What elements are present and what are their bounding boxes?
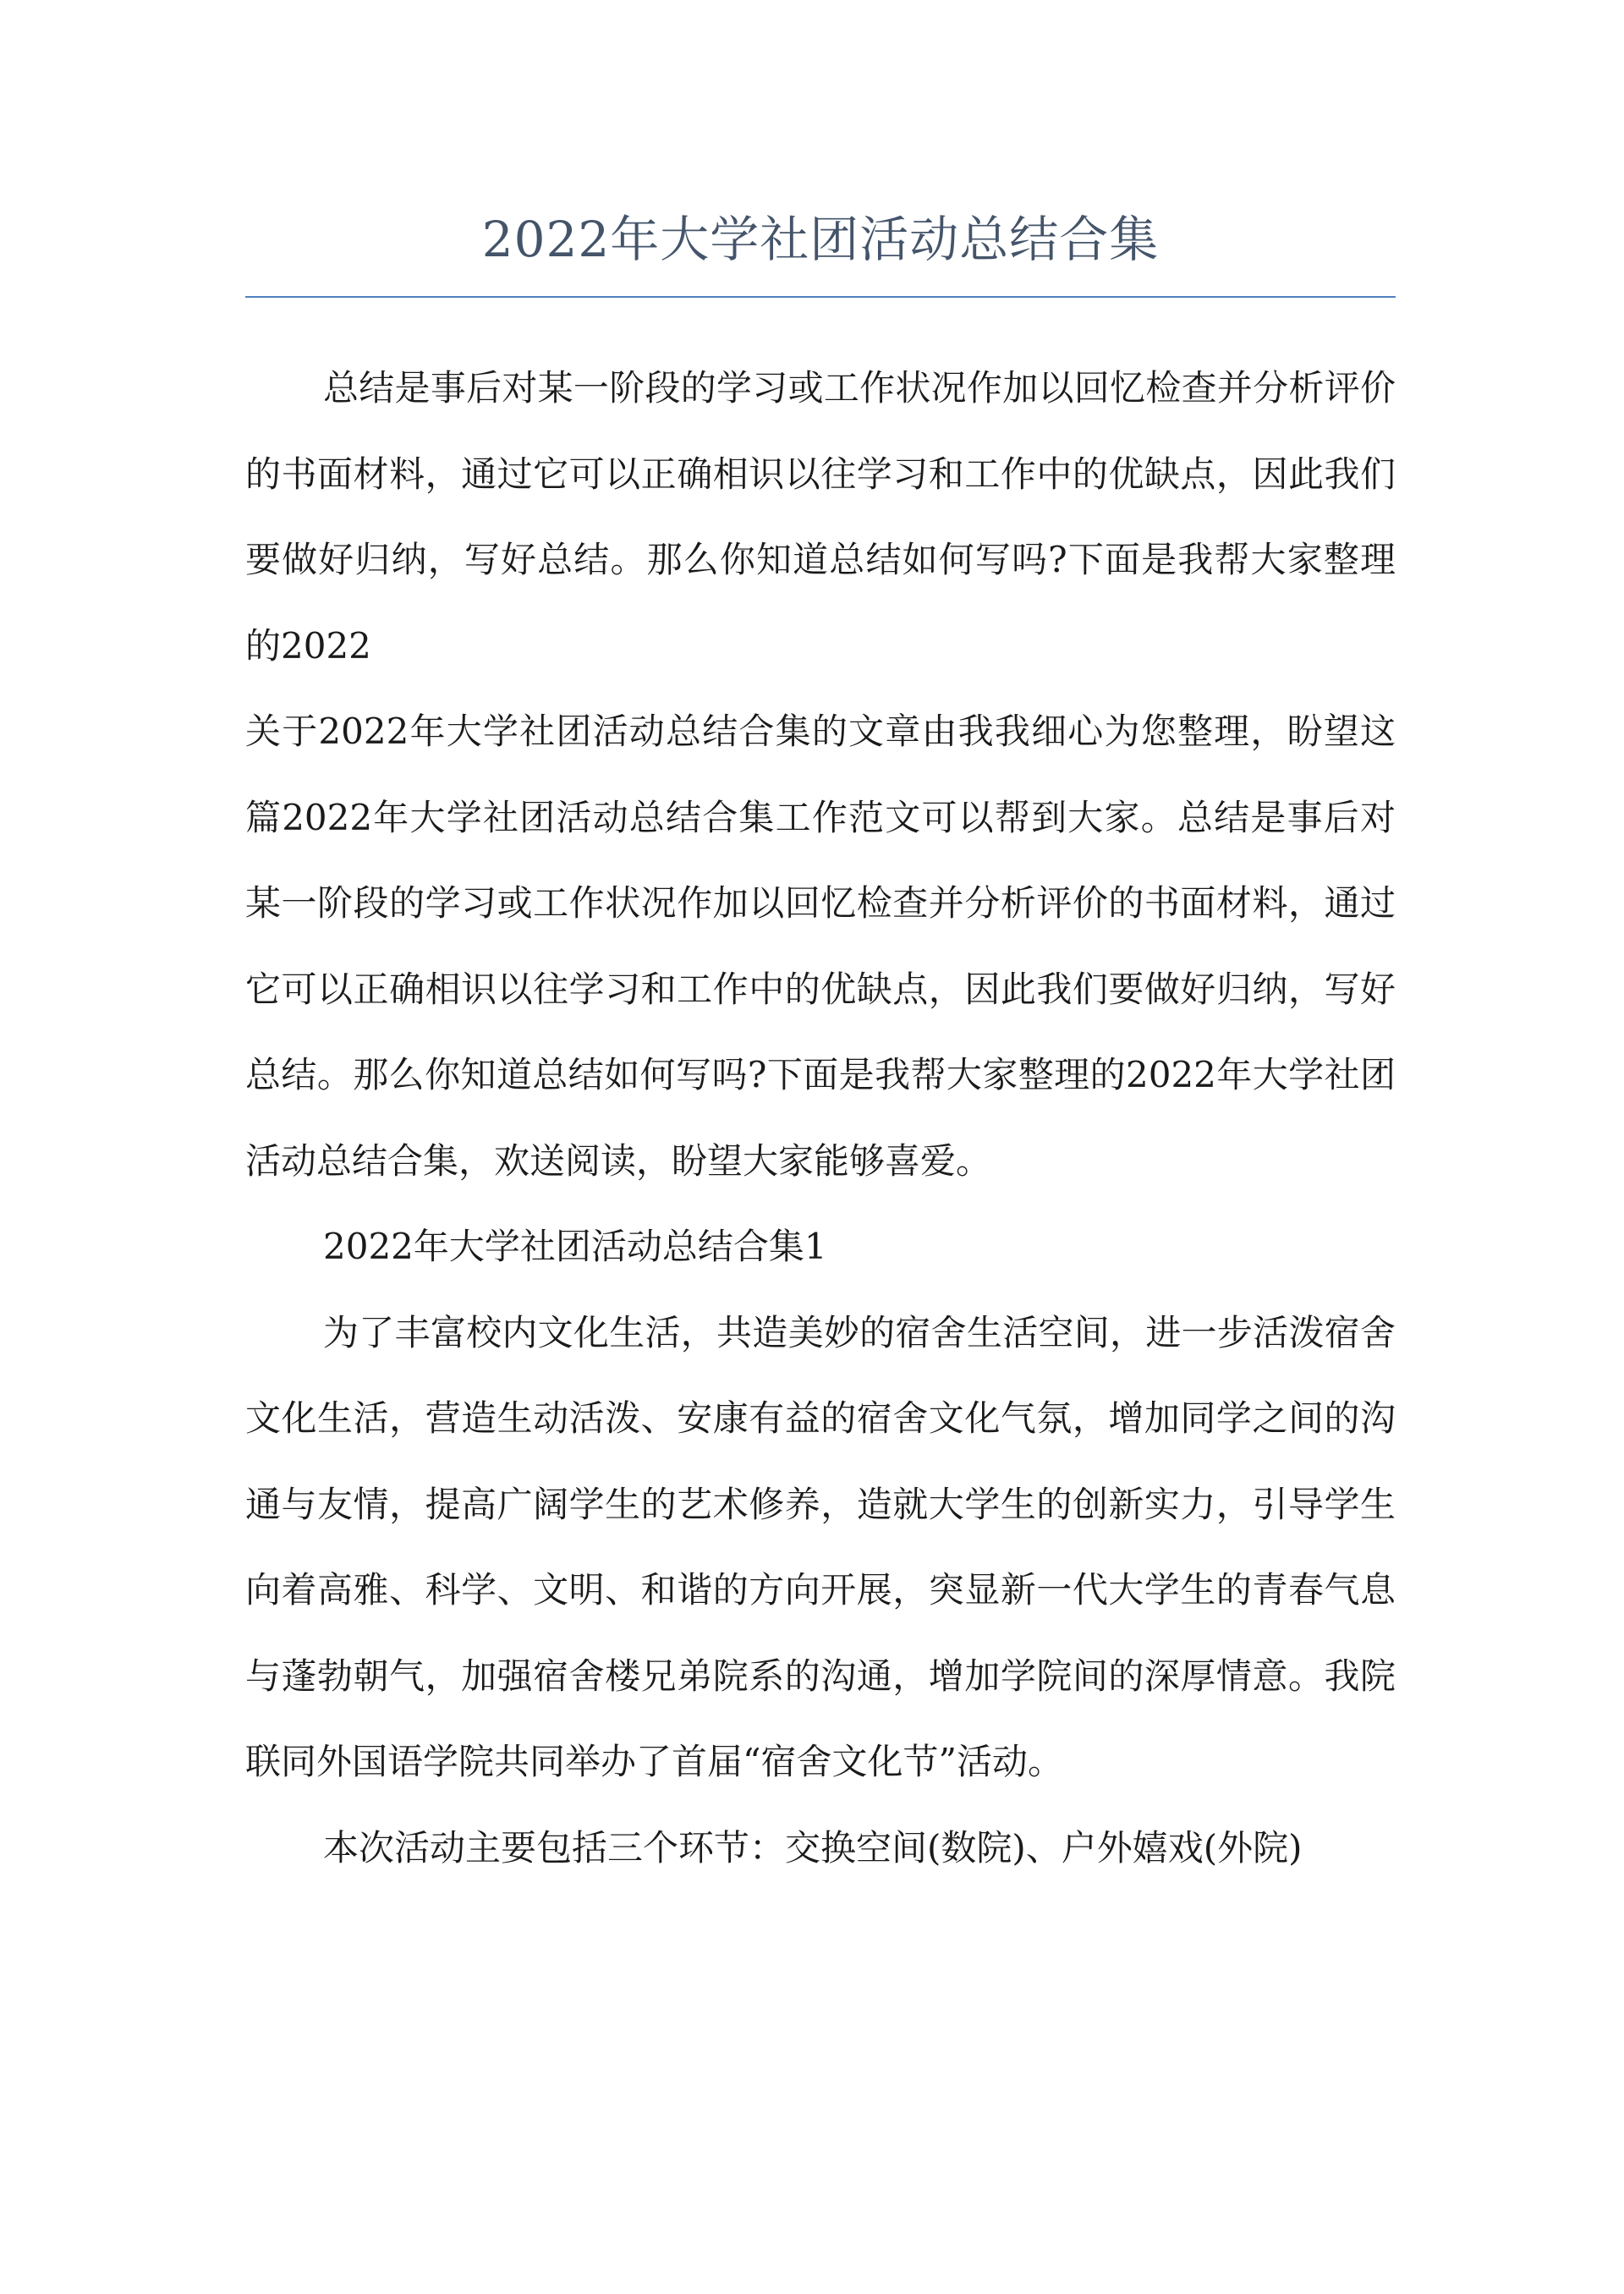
paragraph-intro-2: 关于2022年大学社团活动总结合集的文章由我我细心为您整理，盼望这篇2022年大学社团活动总结合集工作范文可以帮到大家。总结是事后对某一阶段的学习或工作状况作加以回忆检查并分析评价的书面材料，通过它可以正确相识以往学习和工作中的优缺点，因此我们要做好归纳，写好总结。那么你知道总结如何写吗?下面是我帮大家整理的2022年大学社团活动总结合集，欢送阅读，盼望大家能够喜爱。 [245,711,1396,1182]
document-body [245,345,1396,1891]
paragraph-intro-1: 总结是事后对某一阶段的学习或工作状况作加以回忆检查并分析评价的书面材料，通过它可以正确相识以往学习和工作中的优缺点，因此我们要做好归纳，写好总结。那么你知道总结如何写吗?下面是我帮大家整理的2022 [245,367,1396,667]
document-title: 2022年大学社团活动总结合集 [481,211,1160,268]
paragraph-section-1-body-continued: 本次活动主要包括三个环节：交换空间(数院)、户外嬉戏(外院) [323,1826,1303,1869]
section-heading: 2022年大学社团活动总结合集1 [323,1226,827,1267]
title-underline [245,296,1396,298]
paragraph-section-1-body: 为了丰富校内文化生活，共造美妙的宿舍生活空间，进一步活泼宿舍文化生活，营造生动活泼、安康有益的宿舍文化气氛，增加同学之间的沟通与友情，提高广阔学生的艺术修养，造就大学生的创新实力，引导学生向着高雅、科学、文明、和谐的方向开展，突显新一代大学生的青春气息与蓬勃朝气，加强宿舍楼兄弟院系的沟通，增加学院间的深厚情意。我院联同外国语学院共同举办了首届“宿舍文化节”活动。 [245,1311,1396,1782]
